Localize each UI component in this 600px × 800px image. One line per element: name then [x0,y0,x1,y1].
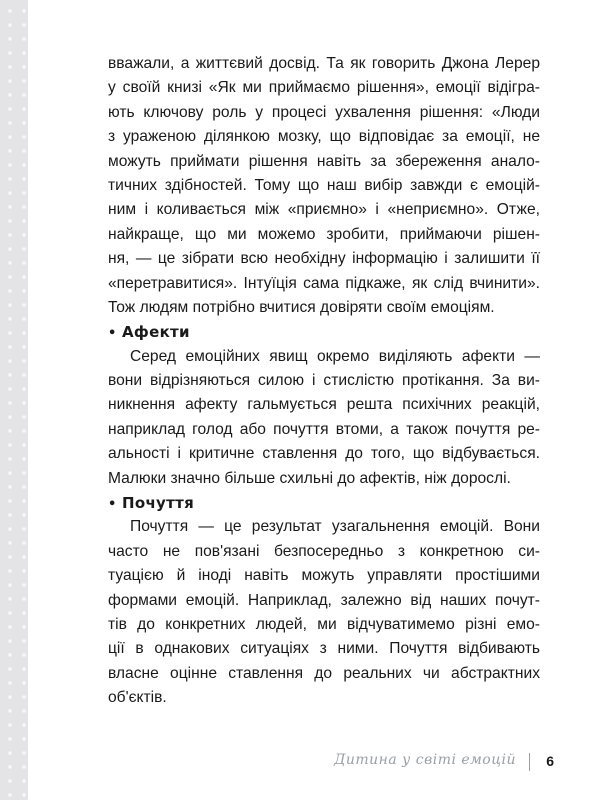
page-footer [300,752,560,774]
text-line: з ураженою ділянкою мозку, що відповідає за емоції, не [108,128,540,146]
bullet-icon: • [108,326,117,342]
text-line: никнення афекту гальмується решта психічних реакцій, [108,396,540,414]
text-line: об'єктів. [108,689,167,707]
text-line: туацією й іноді навіть можуть управляти простішими [108,567,540,585]
text-line: Серед емоційних явищ окремо виділяють афекти — [130,347,540,365]
text-line: вони відрізняються силою і стислістю протікання. За ви- [108,372,540,390]
paragraph-feelings [108,515,540,710]
text-line: Почуття — це результат узагальнення емоцій. Вони [130,518,540,536]
page-edge-strip [0,0,28,800]
text-line: альності і критичне ставлення до того, що відбувається. [108,445,540,463]
text-line: Малюки значно більше схильні до афектів, ніж дорослі. [108,469,511,487]
bullet-icon: • [108,497,117,513]
section-heading-affects [108,320,540,344]
text-line: найкраще, що ми можемо зробити, приймаючи рішен- [108,225,540,243]
text-line: власне оцінне ставлення до реальних чи абстрактних [108,664,540,682]
text-line: у своїй книзі «Як ми приймаємо рішення», емоції відігра- [108,79,540,97]
text-line: часто не пов'язані безпосередньо з конкретною си- [108,542,540,560]
heading-label: Почуття [122,494,195,513]
text-line: ції в однакових ситуаціях з ними. Почуття відбивають [108,640,540,658]
text-line: тів до конкретних людей, ми відчуватимемо різні емо- [108,615,540,633]
text-line: ють ключову роль у процесі ухвалення рішення: «Люди [108,103,540,121]
page-body [108,52,540,711]
paragraph-affects [108,345,540,491]
text-line: можуть приймати рішення навіть за збереження анало- [108,152,540,170]
section-heading-feelings [108,491,540,515]
text-line: вважали, а життєвий досвід. Та як говорить Джона Лерер [108,55,540,72]
footer-divider [529,753,530,771]
page-number: 6 [546,753,554,769]
text-line: Тож людям потрібно вчитися довіряти своїм емоціям. [108,298,495,316]
text-line: ня, — це зібрати всю необхідну інформацію і залишити її [108,250,540,268]
paragraph-intuition [108,52,540,320]
text-line: «перетравитися». Інтуїція сама підкаже, як слід вчинити». [108,274,540,292]
text-line: тичних здібностей. Тому що наш вибір завжди є емоцій- [108,176,540,194]
text-line: ним і коливається між «приємно» і «неприємно». Отже, [108,201,540,219]
running-title: Дитина у світі емоцій [333,752,516,768]
text-line: наприклад голод або почуття втоми, а також почуття ре- [108,420,540,438]
heading-label: Афекти [122,323,190,342]
text-line: формами емоцій. Наприклад, залежно від наших почут- [108,591,540,609]
